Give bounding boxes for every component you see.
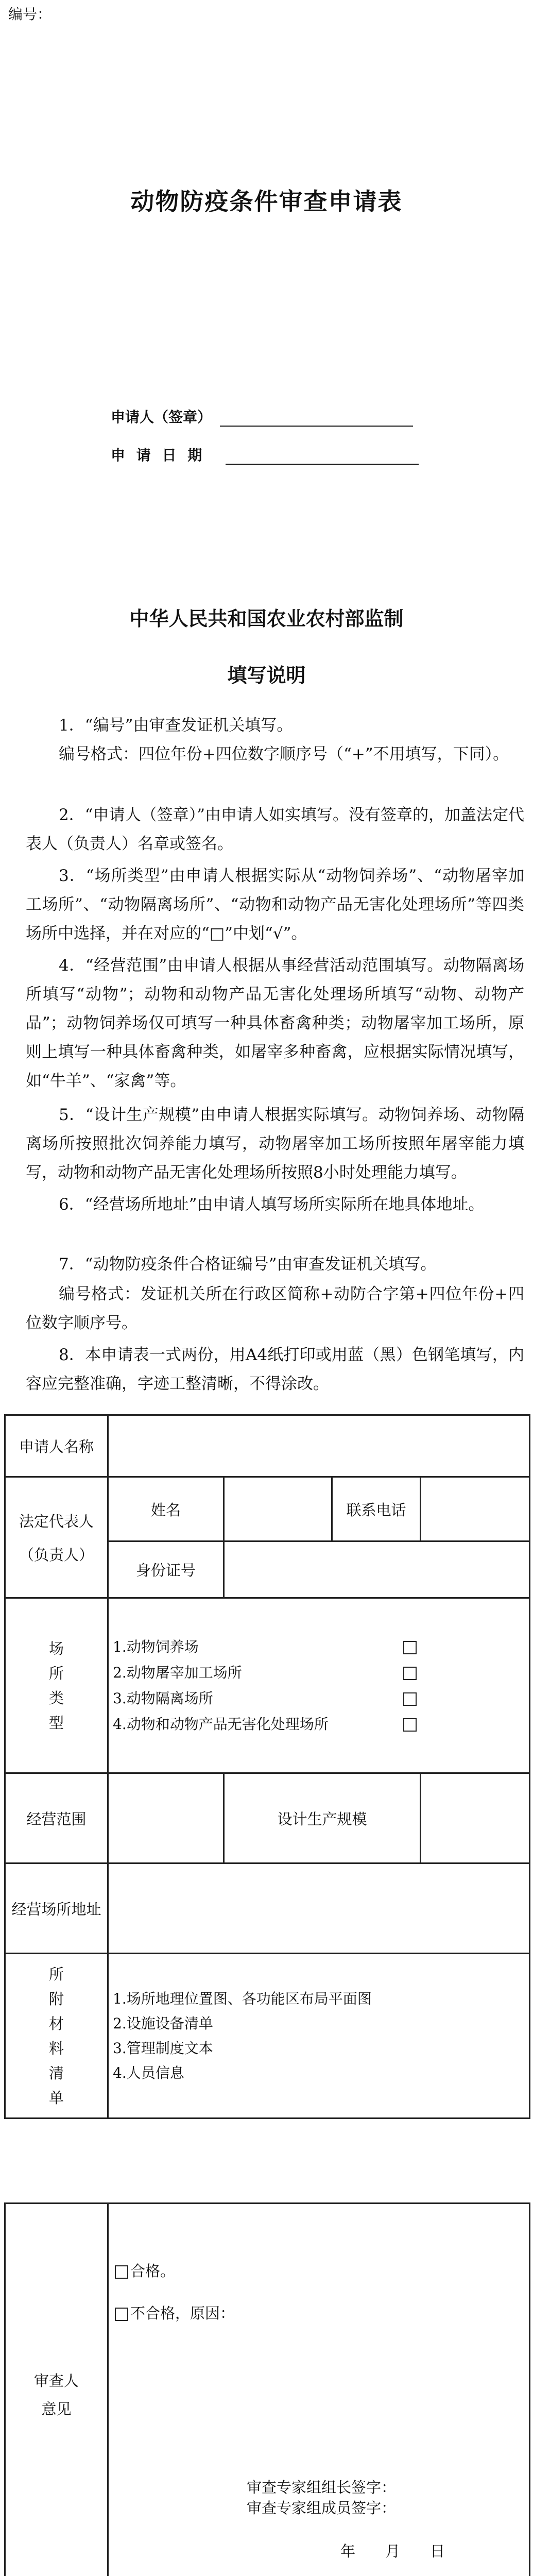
- unqualified-label: 不合格，原因：: [130, 2304, 235, 2322]
- date-label: 申 请 日 期: [111, 447, 205, 464]
- attachment-item: 1.场所地理位置图、各功能区布局平面图: [113, 1990, 372, 2007]
- reviewer-opinion-label: [5, 2204, 108, 2576]
- reviewer-label-line: 意见: [41, 2400, 72, 2418]
- business-scope-input[interactable]: [108, 1773, 224, 1863]
- applicant-name-label: 申请人名称: [5, 1415, 108, 1477]
- place-option-slaughter[interactable]: [113, 1660, 525, 1686]
- option-label: 2.动物屠宰加工场所: [113, 1664, 242, 1681]
- instruction-paragraph: 2．“申请人（签章）”由申请人如实填写。没有签章的，加盖法定代表人（负责人）名章或签名。: [26, 806, 524, 853]
- member-signature-label: 审查专家组成员签字：: [247, 2499, 397, 2517]
- place-option-isolation[interactable]: [113, 1686, 525, 1711]
- legal-rep-line1: 法定代表人: [19, 1513, 94, 1530]
- checkbox-icon[interactable]: [403, 1718, 417, 1732]
- instruction-paragraph: 4．“经营范围”由申请人根据从事经营活动范围填写。动物隔离场所填写“动物”；动物和动物产品无害化处理场所填写“动物、动物产品”；动物饲养场仅可填写一种具体畜禽种类；动物屠宰加工场所，原则上填写一种具体畜禽种类，如屠宰多种畜禽，应根据实际情况填写，如“牛羊”、“家禽”等。: [26, 956, 524, 1090]
- attachments-char: 所: [48, 1965, 64, 1983]
- leader-signature-label: 审查专家组组长签字：: [247, 2479, 397, 2496]
- qualified-option[interactable]: [115, 2260, 175, 2281]
- date-field: [111, 444, 419, 465]
- option-label: 1.动物饲养场: [113, 1638, 199, 1655]
- instruction-paragraph: 编号格式：四位年份+四位数字顺序号（“+”不用填写，下同）。: [59, 745, 509, 764]
- place-type-char: 类: [48, 1689, 64, 1707]
- unqualified-option[interactable]: [115, 2302, 235, 2323]
- serial-number-label: 编号：: [8, 6, 52, 23]
- instruction-paragraph: 1．“编号”由审查发证机关填写。: [59, 716, 293, 735]
- attachments-char: 单: [48, 2089, 64, 2107]
- applicant-name-input[interactable]: [108, 1415, 530, 1477]
- applicant-line[interactable]: [220, 410, 413, 427]
- instruction-paragraph: 7．“动物防疫条件合格证编号”由审查发证机关填写。: [59, 1255, 437, 1274]
- attachments-char: 材: [48, 2014, 64, 2032]
- phone-input[interactable]: [421, 1477, 530, 1541]
- place-type-char: 型: [48, 1714, 64, 1732]
- reviewer-opinion-cell[interactable]: [108, 2204, 530, 2576]
- attachments-char: 料: [48, 2039, 64, 2057]
- phone-label: 联系电话: [332, 1477, 421, 1541]
- applicant-field: [111, 406, 413, 427]
- business-scope-label: 经营范围: [5, 1773, 108, 1863]
- checkbox-icon[interactable]: [403, 1641, 417, 1654]
- instruction-paragraph: 6．“经营场所地址”由申请人填写场所实际所在地具体地址。: [59, 1195, 485, 1214]
- option-label: 3.动物隔离场所: [113, 1689, 213, 1707]
- design-scale-input[interactable]: [421, 1773, 530, 1863]
- address-label: 经营场所地址: [5, 1863, 108, 1954]
- place-option-harmless[interactable]: [113, 1711, 525, 1737]
- issuer-ministry: 中华人民共和国农业农村部监制: [129, 607, 404, 630]
- review-table: [4, 2202, 530, 2576]
- id-number-input[interactable]: [224, 1541, 530, 1598]
- address-input[interactable]: [108, 1863, 530, 1954]
- attachments-list: [108, 1954, 530, 2119]
- design-scale-label: 设计生产规模: [224, 1773, 421, 1863]
- instruction-paragraph: 8．本申请表一式两份，用A4纸打印或用蓝（黑）色钢笔填写，内容应完整准确，字迹工整清晰，不得涂改。: [26, 1346, 524, 1393]
- instruction-paragraph: 3．“场所类型”由申请人根据实际从“动物饲养场”、“动物屠宰加工场所”、“动物隔离场所”、“动物和动物产品无害化处理场所”等四类场所中选择，并在对应的“□”中划“√”。: [26, 867, 524, 943]
- review-date: 年 月 日: [340, 2543, 445, 2560]
- checkbox-icon[interactable]: [403, 1692, 417, 1706]
- reviewer-label-line: 审查人: [33, 2371, 79, 2389]
- instruction-paragraph: 5．“设计生产规模”由申请人根据实际填写。动物饲养场、动物隔离场所按照批次饲养能力填写，动物屠宰加工场所按照年屠宰能力填写，动物和动物产品无害化处理场所按照8小时处理能力填写。: [26, 1106, 524, 1182]
- attachment-item: 4.人员信息: [113, 2064, 184, 2081]
- legal-rep-line2: （负责人）: [19, 1546, 94, 1564]
- attachments-label: [5, 1954, 108, 2119]
- date-line[interactable]: [226, 448, 419, 465]
- id-number-label: 身份证号: [108, 1541, 224, 1598]
- application-table: [4, 1414, 530, 2119]
- place-option-breeding[interactable]: [113, 1634, 525, 1660]
- place-type-options: [108, 1598, 530, 1773]
- instruction-paragraph: 编号格式：发证机关所在行政区简称+动防合字第+四位年份+四位数字顺序号。: [26, 1285, 524, 1332]
- attachments-char: 附: [48, 1990, 64, 2008]
- legal-rep-label: [5, 1477, 108, 1598]
- place-type-char: 场: [48, 1639, 64, 1657]
- attachment-item: 2.设施设备清单: [113, 2014, 213, 2032]
- option-label: 4.动物和动物产品无害化处理场所: [113, 1715, 329, 1733]
- attachment-item: 3.管理制度文本: [113, 2039, 213, 2057]
- qualified-label: 合格。: [130, 2262, 176, 2280]
- place-type-label: [5, 1598, 108, 1773]
- name-label: 姓名: [108, 1477, 224, 1541]
- page-title: 动物防疫条件审查申请表: [130, 188, 403, 215]
- attachments-char: 清: [48, 2064, 64, 2082]
- checkbox-icon[interactable]: [115, 2265, 128, 2279]
- name-input[interactable]: [224, 1477, 332, 1541]
- instructions-title: 填写说明: [227, 664, 306, 687]
- applicant-label: 申请人（签章）: [111, 409, 212, 426]
- checkbox-icon[interactable]: [403, 1667, 417, 1680]
- checkbox-icon[interactable]: [115, 2308, 128, 2321]
- place-type-char: 所: [48, 1664, 64, 1682]
